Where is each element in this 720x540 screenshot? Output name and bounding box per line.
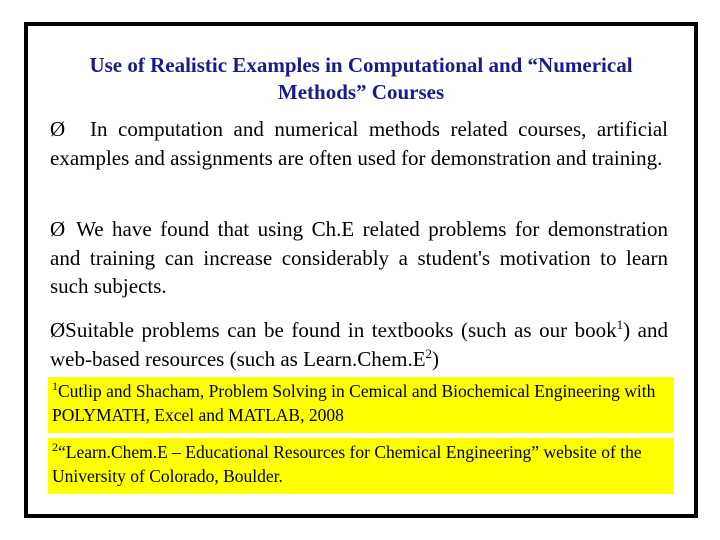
slide-frame [24, 22, 698, 518]
reference-number-1: 1 [52, 379, 58, 394]
arrow-bullet-icon: Ø [50, 217, 66, 241]
bullet-text-2: We have found that using Ch.E related problems for demonstration and training can increase considerably a student's motivation to learn such subjects. [50, 217, 668, 298]
bullet-text-1: In computation and numerical methods related courses, artificial examples and assignments are often used for demonstration and training. [50, 117, 668, 170]
slide-title: Use of Realistic Examples in Computational and “Numerical Methods” Courses [89, 53, 633, 104]
footnote-marker-2: 2 [425, 345, 433, 361]
reference-1 [48, 377, 674, 433]
reference-2 [48, 438, 674, 494]
arrow-bullet-icon: Ø [50, 117, 66, 141]
bullet-text-3-part3: ) [432, 346, 440, 371]
reference-text-2: “Learn.Chem.E – Educational Resources for Chemical Engineering” website of the University of Colorado, Boulder. [52, 442, 642, 486]
footnote-marker-1: 1 [616, 317, 624, 332]
bullet-text-3-part2: ) and web-based resources (such as Learn.Chem.E [50, 318, 668, 371]
arrow-bullet-icon: Ø [50, 318, 66, 342]
bullet-item-3 [50, 316, 668, 373]
reference-text-1: Cutlip and Shacham, Problem Solving in Cemical and Biochemical Engineering with POLYMATH, Excel and MATLAB, 2008 [52, 381, 656, 425]
bullet-item-2 [50, 215, 668, 301]
bullet-item-1 [50, 115, 668, 172]
bullet-text-3-part1: Suitable problems can be found in textbooks (such as our book [65, 318, 617, 342]
reference-number-2: 2 [52, 440, 58, 455]
